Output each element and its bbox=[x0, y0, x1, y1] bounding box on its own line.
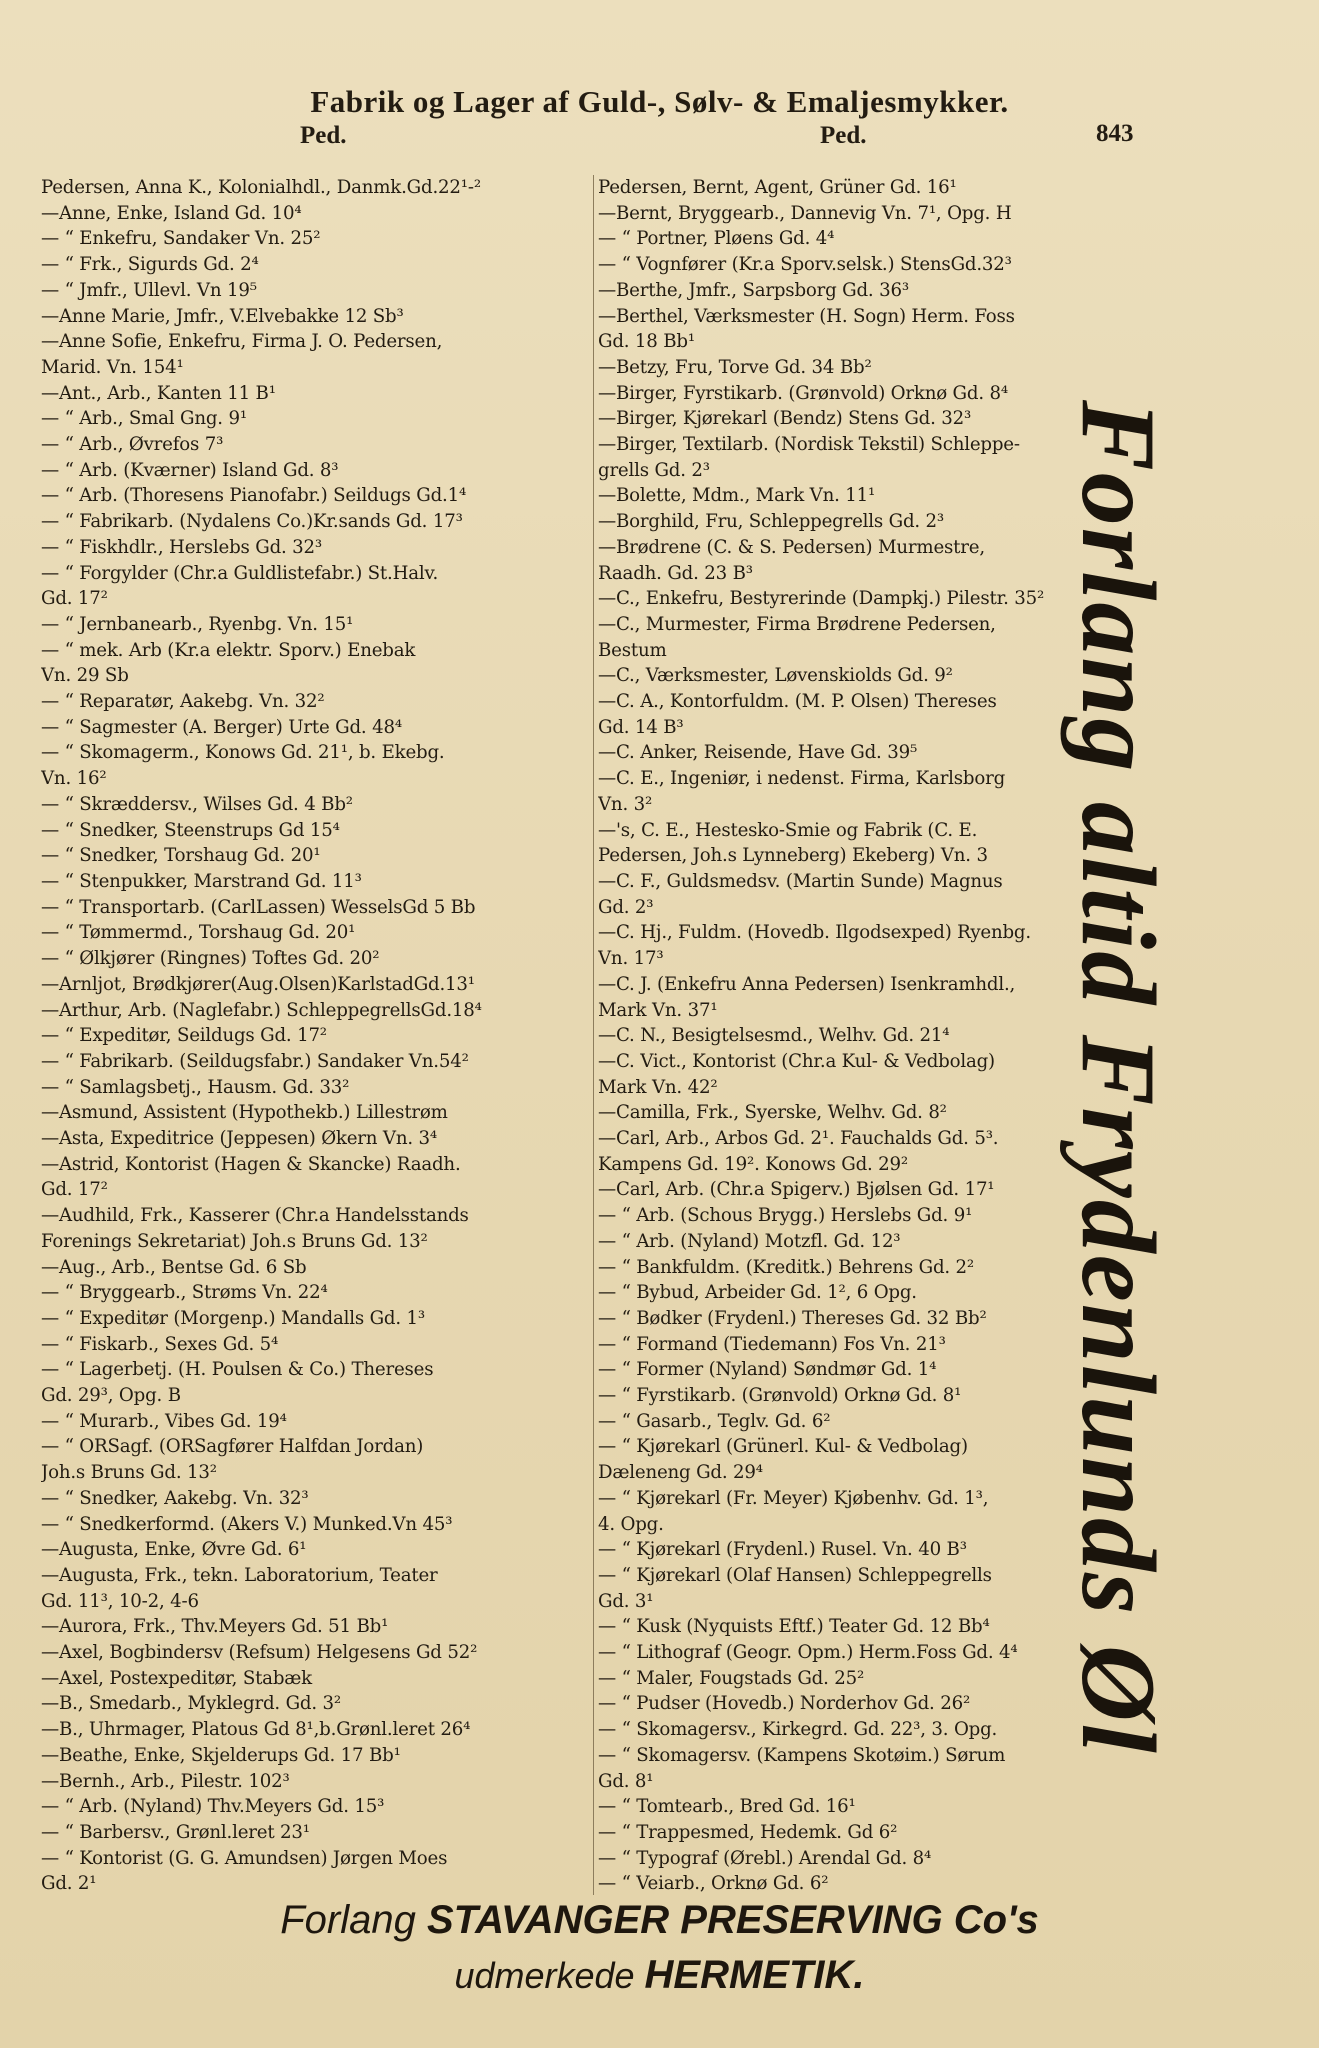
directory-entry-line: —Arnljot, Brødkjører(Aug.Olsen)KarlstadGd.13¹ bbox=[41, 973, 475, 995]
directory-entry-line: —Arthur, Arb. (Naglefabr.) SchleppegrellsGd.18⁴ bbox=[41, 999, 482, 1021]
directory-entry-line: — “ Ølkjører (Ringnes) Toftes Gd. 20² bbox=[41, 948, 380, 970]
directory-entry-line: — “ Formand (Tiedemann) Fos Vn. 21³ bbox=[598, 1333, 946, 1355]
directory-entry-line: Joh.s Bruns Gd. 13² bbox=[41, 1462, 217, 1484]
directory-entry-line: — “ Reparatør, Aakebg. Vn. 32² bbox=[41, 691, 325, 713]
directory-entry-line: — “ Samlagsbetj., Hausm. Gd. 33² bbox=[41, 1076, 350, 1098]
directory-entry-line: —Astrid, Kontorist (Hagen & Skancke) Raadh. bbox=[41, 1153, 461, 1175]
directory-entry-line: —B., Uhrmager, Platous Gd 8¹,b.Grønl.leret 26⁴ bbox=[41, 1719, 471, 1741]
directory-entry-line: — “ Arb. (Nyland) Motzfl. Gd. 12³ bbox=[598, 1230, 901, 1252]
directory-entry-line: — “ Lithograf (Geogr. Opm.) Herm.Foss Gd. 4⁴ bbox=[598, 1642, 1018, 1664]
directory-entry-line: —Aurora, Frk., Thv.Meyers Gd. 51 Bb¹ bbox=[41, 1616, 389, 1638]
directory-entry-line: — “ Trappesmed, Hedemk. Gd 6² bbox=[598, 1822, 898, 1843]
directory-entry-line: — “ Portner, Pløens Gd. 4⁴ bbox=[598, 228, 835, 250]
directory-entry-line: Gd. 17² bbox=[41, 588, 108, 610]
directory-entry-line: Dæleneng Gd. 29⁴ bbox=[598, 1462, 763, 1484]
directory-entry-line: —Carl, Arb. (Chr.a Spigerv.) Bjølsen Gd. 17¹ bbox=[598, 1179, 995, 1201]
directory-entry-line: — “ ORSagf. (ORSagfører Halfdan Jordan) bbox=[41, 1436, 424, 1458]
directory-entry-line: — “ Frk., Sigurds Gd. 2⁴ bbox=[41, 254, 259, 276]
directory-entry-line: —Berthe, Jmfr., Sarpsborg Gd. 36³ bbox=[598, 279, 909, 301]
directory-entry-line: — “ Bryggearb., Strøms Vn. 22⁴ bbox=[41, 1282, 328, 1304]
directory-entry-line: — “ Maler, Fougstads Gd. 25² bbox=[598, 1667, 865, 1689]
directory-entry-line: Kampens Gd. 19². Konows Gd. 29² bbox=[598, 1153, 909, 1175]
directory-entry-line: Gd. 29³, Opg. B bbox=[41, 1385, 181, 1407]
ad-line1-prefix: Forlang bbox=[280, 1898, 427, 1942]
column-divider bbox=[593, 175, 594, 1895]
directory-entry-line: — “ Expeditør, Seildugs Gd. 17² bbox=[41, 1025, 327, 1047]
directory-entry-line: Gd. 14 B³ bbox=[598, 716, 684, 738]
directory-entry-line: Raadh. Gd. 23 B³ bbox=[598, 562, 753, 584]
directory-entry-line: — “ Fiskhdlr., Herslebs Gd. 32³ bbox=[41, 536, 323, 558]
directory-entry-line: —C. F., Guldsmedsv. (Martin Sunde) Magnus bbox=[598, 870, 1003, 892]
directory-entry-line: — “ Kontorist (G. G. Amundsen) Jørgen Moes bbox=[41, 1847, 448, 1869]
directory-entry-line: — “ Snedker, Steenstrups Gd 15⁴ bbox=[41, 819, 340, 841]
directory-entry-line: — “ Arb., Øvrefos 7³ bbox=[41, 434, 224, 456]
directory-entry-line: — “ Arb. (Kværner) Island Gd. 8³ bbox=[41, 459, 339, 481]
directory-entry-line: — “ Kjørekarl (Olaf Hansen) Schleppegrells bbox=[598, 1564, 992, 1586]
directory-entry-line: — “ Murarb., Vibes Gd. 19⁴ bbox=[41, 1410, 287, 1432]
directory-entry-line: Pedersen, Bernt, Agent, Grüner Gd. 16¹ bbox=[598, 177, 957, 198]
directory-entry-line: — “ Vognfører (Kr.a Sporv.selsk.) StensGd.32³ bbox=[598, 254, 1012, 276]
directory-entry-line: —C., Murmester, Firma Brødrene Pedersen, bbox=[598, 613, 996, 635]
directory-entry-line: — “ Forgylder (Chr.a Guldlistefabr.) St.Halv. bbox=[41, 562, 439, 584]
directory-entry-line: —Asmund, Assistent (Hypothekb.) Lillestrøm bbox=[41, 1102, 448, 1124]
directory-entry-line: —'s, C. E., Hestesko-Smie og Fabrik (C. E. bbox=[598, 819, 978, 841]
directory-entry-line: — “ Snedkerformd. (Akers V.) Munked.Vn 45³ bbox=[41, 1513, 453, 1535]
directory-entry-line: — “ Skomagerm., Konows Gd. 21¹, b. Ekebg. bbox=[41, 742, 445, 764]
directory-entry-line: Gd. 2³ bbox=[598, 896, 654, 918]
vertical-advertisement: Forlang altid Frydenlunds Øl bbox=[1060, 400, 1177, 1755]
directory-entry-line: Gd. 17² bbox=[41, 1179, 108, 1201]
directory-entry-line: —C. Hj., Fuldm. (Hovedb. Ilgodsexped) Ryenbg. bbox=[598, 922, 1031, 944]
directory-entry-line: 4. Opg. bbox=[598, 1513, 664, 1535]
directory-entry-line: —Anne Sofie, Enkefru, Firma J. O. Pedersen, bbox=[41, 331, 443, 353]
directory-entry-line: —Birger, Textilarb. (Nordisk Tekstil) Schleppe- bbox=[598, 434, 1020, 456]
directory-entry-line: —Axel, Postexpeditør, Stabæk bbox=[41, 1667, 312, 1689]
directory-entry-line: grells Gd. 2³ bbox=[598, 459, 710, 481]
directory-entry-line: —C. J. (Enkefru Anna Pedersen) Isenkramhdl., bbox=[598, 973, 1016, 995]
directory-entry-line: Vn. 3² bbox=[598, 793, 653, 815]
directory-entry-line: — “ Transportarb. (CarlLassen) WesselsGd 5 Bb bbox=[41, 896, 476, 918]
directory-entry-line: —Birger, Fyrstikarb. (Grønvold) Orknø Gd. 8⁴ bbox=[598, 382, 1008, 404]
directory-entry-line: —Augusta, Enke, Øvre Gd. 6¹ bbox=[41, 1539, 307, 1561]
left-column bbox=[41, 175, 596, 1897]
directory-entry-line: —Birger, Kjørekarl (Bendz) Stens Gd. 32³ bbox=[598, 408, 972, 430]
directory-entry-line: — “ Fyrstikarb. (Grønvold) Orknø Gd. 8¹ bbox=[598, 1385, 962, 1407]
directory-entry-line: —C. Vict., Kontorist (Chr.a Kul- & Vedbolag) bbox=[598, 1050, 995, 1072]
directory-entry-line: —Berthel, Værksmester (H. Sogn) Herm. Foss bbox=[598, 305, 1015, 327]
directory-entry-line: Gd. 11³, 10-2, 4-6 bbox=[41, 1590, 199, 1612]
directory-entry-line: Vn. 16² bbox=[41, 768, 107, 790]
directory-entry-line: — “ mek. Arb (Kr.a elektr. Sporv.) Enebak bbox=[41, 639, 416, 661]
directory-entry-line: —Aug., Arb., Bentse Gd. 6 Sb bbox=[41, 1256, 307, 1278]
directory-entry-line: — “ Fabrikarb. (Seildugsfabr.) Sandaker Vn.54² bbox=[41, 1050, 469, 1072]
directory-entry-line: —Anne Marie, Jmfr., V.Elvebakke 12 Sb³ bbox=[41, 305, 404, 327]
directory-entry-line: Vn. 29 Sb bbox=[41, 665, 129, 687]
directory-entry-line: Mark Vn. 37¹ bbox=[598, 999, 718, 1021]
directory-entry-line: — “ Former (Nyland) Søndmør Gd. 1⁴ bbox=[598, 1359, 937, 1381]
directory-entry-line: —Bernh., Arb., Pilestr. 102³ bbox=[41, 1770, 290, 1792]
directory-entry-line: — “ Kjørekarl (Grünerl. Kul- & Vedbolag) bbox=[598, 1436, 968, 1458]
bottom-advertisement-line-2 bbox=[0, 1953, 1319, 1998]
ad-line1-brand: STAVANGER PRESERVING Co's bbox=[426, 1898, 1039, 1942]
page-header-title: Fabrik og Lager af Guld-, Sølv- & Emaljesmykker. bbox=[310, 84, 1009, 119]
directory-entry-line: — “ Tømmermd., Torshaug Gd. 20¹ bbox=[41, 922, 356, 944]
directory-entry-line: —Augusta, Frk., tekn. Laboratorium, Teater bbox=[41, 1564, 438, 1586]
directory-entry-line: — “ Kusk (Nyquists Eftf.) Teater Gd. 12 Bb⁴ bbox=[598, 1616, 990, 1638]
directory-entry-line: —Beathe, Enke, Skjelderups Gd. 17 Bb¹ bbox=[41, 1744, 401, 1766]
ad-line2-prefix: udmerkede bbox=[454, 1955, 645, 1996]
directory-entry-line: — “ Kjørekarl (Frydenl.) Rusel. Vn. 40 B³ bbox=[598, 1539, 967, 1561]
ad-line2-product: HERMETIK. bbox=[644, 1953, 865, 1997]
directory-entry-line: — “ Bybud, Arbeider Gd. 1², 6 Opg. bbox=[598, 1282, 917, 1304]
directory-entry-line: — “ Kjørekarl (Fr. Meyer) Kjøbenhv. Gd. 1³, bbox=[598, 1487, 989, 1509]
right-running-head: Ped. bbox=[820, 122, 867, 149]
directory-entry-line: —Asta, Expeditrice (Jeppesen) Økern Vn. 3⁴ bbox=[41, 1128, 437, 1150]
directory-entry-line: Gd. 3¹ bbox=[598, 1590, 654, 1612]
directory-entry-line: — “ Lagerbetj. (H. Poulsen & Co.) Thereses bbox=[41, 1359, 434, 1381]
left-running-head: Ped. bbox=[300, 122, 347, 149]
directory-entry-line: — “ Pudser (Hovedb.) Norderhov Gd. 26² bbox=[598, 1693, 971, 1715]
directory-entry-line: Gd. 8¹ bbox=[598, 1770, 654, 1792]
directory-entry-line: Bestum bbox=[598, 639, 667, 661]
directory-entry-line: Marid. Vn. 154¹ bbox=[41, 356, 184, 378]
directory-entry-line: — “ Fabrikarb. (Nydalens Co.)Kr.sands Gd. 17³ bbox=[41, 511, 463, 533]
directory-entry-line: Forenings Sekretariat) Joh.s Bruns Gd. 13² bbox=[41, 1230, 428, 1252]
directory-entry-line: — “ Tomtearb., Bred Gd. 16¹ bbox=[598, 1796, 856, 1818]
directory-entry-line: Gd. 18 Bb¹ bbox=[598, 331, 695, 353]
directory-entry-line: —Carl, Arb., Arbos Gd. 2¹. Fauchalds Gd. 5³. bbox=[598, 1128, 999, 1150]
page-number: 843 bbox=[1096, 120, 1134, 147]
directory-entry-line: —Betzy, Fru, Torve Gd. 34 Bb² bbox=[598, 356, 872, 378]
directory-entry-line: — “ Typograf (Ørebl.) Arendal Gd. 8⁴ bbox=[598, 1847, 932, 1869]
directory-entry-line: —C. A., Kontorfuldm. (M. P. Olsen) Thereses bbox=[598, 691, 997, 713]
directory-entry-line: — “ Snedker, Torshaug Gd. 20¹ bbox=[41, 845, 321, 867]
directory-entry-line: —C., Værksmester, Løvenskiolds Gd. 9² bbox=[598, 665, 953, 687]
directory-entry-line: — “ Fiskarb., Sexes Gd. 5⁴ bbox=[41, 1333, 279, 1355]
directory-entry-line: —Axel, Bogbindersv (Refsum) Helgesens Gd 52² bbox=[41, 1642, 478, 1664]
directory-entry-line: —C. E., Ingeniør, i nedenst. Firma, Karlsborg bbox=[598, 768, 1006, 790]
directory-entry-line: Gd. 2¹ bbox=[41, 1873, 97, 1895]
directory-entry-line: — “ Bankfuldm. (Kreditk.) Behrens Gd. 2² bbox=[598, 1256, 975, 1278]
directory-entry-line: — “ Arb. (Schous Brygg.) Herslebs Gd. 9¹ bbox=[598, 1205, 973, 1227]
directory-entry-line: — “ Arb. (Thoresens Pianofabr.) Seildugs Gd.1⁴ bbox=[41, 485, 467, 507]
directory-entry-line: —C. N., Besigtelsesmd., Welhv. Gd. 21⁴ bbox=[598, 1025, 950, 1047]
directory-entry-line: — “ Sagmester (A. Berger) Urte Gd. 48⁴ bbox=[41, 716, 402, 738]
directory-entry-line: — “ Bødker (Frydenl.) Thereses Gd. 32 Bb² bbox=[598, 1307, 987, 1329]
directory-entry-line: — “ Skomagersv. (Kampens Skotøim.) Sørum bbox=[598, 1744, 1006, 1766]
directory-entry-line: —Bernt, Bryggearb., Dannevig Vn. 7¹, Opg. H bbox=[598, 202, 1012, 224]
directory-entry-line: —Borghild, Fru, Schleppegrells Gd. 2³ bbox=[598, 511, 945, 533]
directory-entry-line: —Anne, Enke, Island Gd. 10⁴ bbox=[41, 202, 302, 224]
directory-entry-line: — “ Enkefru, Sandaker Vn. 25² bbox=[41, 228, 321, 250]
directory-entry-line: — “ Gasarb., Teglv. Gd. 6² bbox=[598, 1410, 831, 1432]
directory-entry-line: —B., Smedarb., Myklegrd. Gd. 3² bbox=[41, 1693, 341, 1715]
directory-entry-line: —Ant., Arb., Kanten 11 B¹ bbox=[41, 382, 276, 404]
directory-entry-line: —Audhild, Frk., Kasserer (Chr.a Handelsstands bbox=[41, 1205, 469, 1227]
directory-entry-line: — “ Skræddersv., Wilses Gd. 4 Bb² bbox=[41, 793, 353, 815]
directory-entry-line: —C. Anker, Reisende, Have Gd. 39⁵ bbox=[598, 742, 918, 764]
directory-entry-line: —Bolette, Mdm., Mark Vn. 11¹ bbox=[598, 485, 876, 507]
directory-entry-line: — “ Jmfr., Ullevl. Vn 19⁵ bbox=[41, 279, 257, 301]
directory-entry-line: —Camilla, Frk., Syerske, Welhv. Gd. 8² bbox=[598, 1102, 947, 1124]
directory-entry-line: — “ Arb., Smal Gng. 9¹ bbox=[41, 408, 247, 430]
directory-entry-line: — “ Snedker, Aakebg. Vn. 32³ bbox=[41, 1487, 309, 1509]
directory-entry-line: — “ Veiarb., Orknø Gd. 6² bbox=[598, 1873, 829, 1895]
directory-entry-line: — “ Barbersv., Grønl.leret 23¹ bbox=[41, 1822, 310, 1843]
bottom-advertisement-line-1 bbox=[0, 1898, 1319, 1943]
directory-entry-line: —Brødrene (C. & S. Pedersen) Murmestre, bbox=[598, 536, 985, 558]
directory-entry-line: —C., Enkefru, Bestyrerinde (Dampkj.) Pilestr. 35² bbox=[598, 588, 1045, 610]
directory-entry-line: — “ Expeditør (Morgenp.) Mandalls Gd. 1³ bbox=[41, 1307, 425, 1329]
directory-entry-line: — “ Skomagersv., Kirkegrd. Gd. 22³, 3. Opg. bbox=[598, 1719, 998, 1741]
directory-entry-line: Pedersen, Joh.s Lynneberg) Ekeberg) Vn. 3 bbox=[598, 845, 988, 867]
directory-entry-line: — “ Arb. (Nyland) Thv.Meyers Gd. 15³ bbox=[41, 1796, 385, 1818]
directory-entry-line: — “ Stenpukker, Marstrand Gd. 11³ bbox=[41, 870, 362, 892]
directory-entry-line: Vn. 17³ bbox=[598, 948, 664, 970]
directory-entry-line: Pedersen, Anna K., Kolonialhdl., Danmk.Gd.22¹-² bbox=[41, 177, 481, 198]
directory-entry-line: Mark Vn. 42² bbox=[598, 1076, 718, 1098]
directory-entry-line: — “ Jernbanearb., Ryenbg. Vn. 15¹ bbox=[41, 613, 354, 635]
